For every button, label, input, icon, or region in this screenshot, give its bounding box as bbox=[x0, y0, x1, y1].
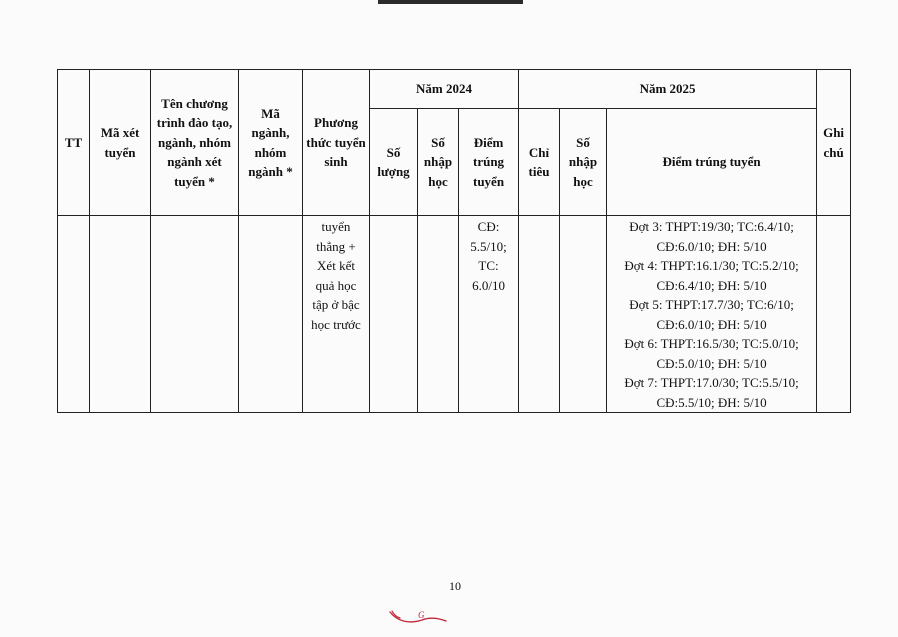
phuong-thuc-line: Xét kết bbox=[317, 258, 355, 273]
diem-2025-line: CĐ:5.0/10; ĐH: 5/10 bbox=[656, 355, 767, 371]
cell-ten-chuong-trinh bbox=[151, 216, 239, 413]
header-so-nhap-hoc-2025: Số nhập học bbox=[560, 109, 607, 216]
header-so-luong: Số lượng bbox=[370, 109, 418, 216]
diem-2025-line: Đợt 4: THPT:16.1/30; TC:5.2/10; bbox=[624, 258, 799, 273]
header-nam-2025: Năm 2025 bbox=[519, 70, 817, 109]
phuong-thuc-line: tập ở bậc bbox=[312, 297, 360, 312]
diem-2025-line: Đợt 6: THPT:16.5/30; TC:5.0/10; bbox=[624, 336, 799, 351]
svg-text:G: G bbox=[418, 610, 425, 620]
header-diem-trung-tuyen-2025: Điểm trúng tuyển bbox=[607, 109, 817, 216]
cell-so-nhap-hoc-2024 bbox=[418, 216, 459, 413]
diem-2025-line: CĐ:6.0/10; ĐH: 5/10 bbox=[656, 316, 767, 332]
header-ten-chuong-trinh: Tên chương trình đào tạo, ngành, nhóm ngành xét tuyển * bbox=[151, 70, 239, 216]
diem-2024-line: 5.5/10; bbox=[470, 238, 507, 254]
diem-2024-line: TC: bbox=[478, 258, 499, 273]
diem-2025-line: CĐ:5.5/10; ĐH: 5/10 bbox=[656, 394, 767, 410]
signature-mark bbox=[388, 606, 448, 626]
header-ma-nganh: Mã ngành, nhóm ngành * bbox=[239, 70, 303, 216]
cell-so-luong bbox=[370, 216, 418, 413]
diem-2024-line: 6.0/10 bbox=[472, 277, 505, 293]
header-tt: TT bbox=[58, 70, 90, 216]
phuong-thuc-line: quả học bbox=[315, 277, 357, 293]
header-diem-trung-tuyen-2024: Điểm trúng tuyển bbox=[459, 109, 519, 216]
phuong-thuc-line: tuyển bbox=[321, 219, 351, 234]
phuong-thuc-line: thẳng + bbox=[316, 238, 356, 254]
cell-ghi-chu bbox=[817, 216, 851, 413]
header-ma-xet-tuyen: Mã xét tuyển bbox=[90, 70, 151, 216]
diem-2025-line: Đợt 7: THPT:17.0/30; TC:5.5/10; bbox=[624, 375, 799, 390]
cell-chi-tieu bbox=[519, 216, 560, 413]
scan-edge-mark bbox=[378, 0, 523, 4]
cell-so-nhap-hoc-2025 bbox=[560, 216, 607, 413]
header-nam-2024: Năm 2024 bbox=[370, 70, 519, 109]
table-row bbox=[58, 216, 851, 413]
cell-diem-2025 bbox=[607, 216, 817, 413]
phuong-thuc-line: học trước bbox=[311, 316, 361, 332]
cell-phuong-thuc bbox=[303, 216, 370, 413]
diem-2025-line: Đợt 5: THPT:17.7/30; TC:6/10; bbox=[629, 297, 794, 312]
cell-ma-xet-tuyen bbox=[90, 216, 151, 413]
cell-tt bbox=[58, 216, 90, 413]
diem-2024-line: CĐ: bbox=[477, 219, 500, 234]
header-ghi-chu: Ghi chú bbox=[817, 70, 851, 216]
header-phuong-thuc: Phương thức tuyển sinh bbox=[303, 70, 370, 216]
header-so-nhap-hoc-2024: Số nhập học bbox=[418, 109, 459, 216]
diem-2025-line: CĐ:6.0/10; ĐH: 5/10 bbox=[656, 238, 767, 254]
cell-diem-2024 bbox=[459, 216, 519, 413]
page-number: 10 bbox=[449, 579, 461, 593]
cell-ma-nganh bbox=[239, 216, 303, 413]
diem-2025-line: CĐ:6.4/10; ĐH: 5/10 bbox=[656, 277, 767, 293]
diem-2025-line: Đợt 3: THPT:19/30; TC:6.4/10; bbox=[629, 219, 794, 234]
header-chi-tieu: Chỉ tiêu bbox=[519, 109, 560, 216]
admission-table bbox=[57, 69, 851, 413]
header-row-1 bbox=[58, 70, 851, 109]
